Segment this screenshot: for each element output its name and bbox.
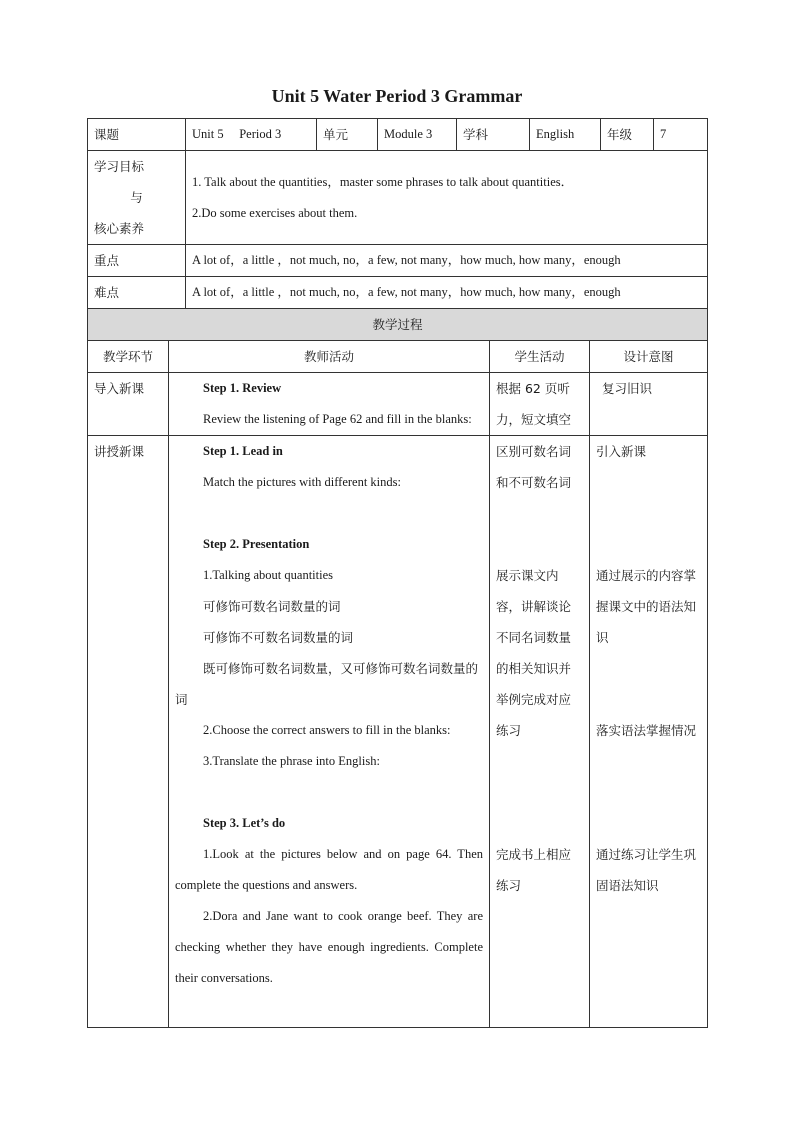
goals-label-3: 核心素养 (94, 221, 145, 236)
unit-value: Module 3 (378, 119, 457, 151)
process-header: 教学过程 (88, 309, 708, 341)
goals-label-cell (88, 151, 186, 245)
intent-review: 复习旧识 (590, 373, 708, 436)
presentation-line: 1.Talking about quantities (203, 568, 334, 582)
difficult-points-row (88, 277, 708, 309)
presentation-line: 可修饰可数名词数量的词 (203, 599, 341, 614)
student-new-lesson-cell (490, 436, 590, 1028)
presentation-line: 3.Translate the phrase into English: (203, 754, 380, 768)
difficult-value: A lot of，a little ，not much, no，a few, not many，how much, how many，enough (186, 277, 708, 309)
process-header-row (88, 309, 708, 341)
presentation-line: 可修饰不可数名词数量的词 (203, 630, 354, 645)
teacher-new-lesson-cell (169, 436, 490, 1028)
step-presentation-title: Step 2. Presentation (203, 537, 310, 551)
info-row (88, 119, 708, 151)
presentation-line: 既可修饰可数名词数量，又可修饰可数名词数量的词 (175, 661, 479, 707)
subject-label: 学科 (457, 119, 530, 151)
presentation-line: 2.Choose the correct answers to fill in the blanks: (203, 723, 451, 737)
unit-label: 单元 (317, 119, 378, 151)
step-letsdo-title: Step 3. Let’s do (203, 816, 286, 830)
key-points-row (88, 245, 708, 277)
topic-label: 课题 (88, 119, 186, 151)
col-teacher: 教师活动 (169, 341, 490, 373)
goal-2: 2.Do some exercises about them. (192, 205, 358, 220)
intent-2: 通过展示的内容掌握课文中的语法知识 (596, 568, 697, 645)
grade-value: 7 (654, 119, 708, 151)
goals-label-1: 学习目标 (94, 159, 145, 174)
difficult-label: 难点 (88, 277, 186, 309)
student-activity-2: 展示课文内容，讲解谈论不同名词数量的相关知识并举例完成对应练习 (496, 568, 572, 738)
stage-new-lesson: 讲授新课 (88, 436, 169, 1028)
teacher-review-cell (169, 373, 490, 436)
teaching-process-table (87, 308, 708, 1028)
intent-3: 落实语法掌握情况 (596, 723, 697, 738)
student-activity-3: 完成书上相应练习 (496, 847, 572, 893)
review-text: Review the listening of Page 62 and fill in the blanks: (203, 412, 472, 426)
letsdo-line: 1.Look at the pictures below and on page 64. Then complete the questions and answers. (175, 847, 483, 892)
intent-1: 引入新课 (596, 444, 647, 459)
goal-1: 1. Talk about the quantities，master some phrases to talk about quantities． (192, 174, 574, 189)
step-review-title: Step 1. Review (203, 381, 282, 395)
page-title: Unit 5 Water Period 3 Grammar (271, 86, 523, 106)
intent-4: 通过练习让学生巩固语法知识 (596, 847, 697, 893)
intent-new-lesson-cell (590, 436, 708, 1028)
stage-intro: 导入新课 (88, 373, 169, 436)
goals-cell (186, 151, 708, 245)
letsdo-line: 2.Dora and Jane want to cook orange beef. They are checking whether they have enough ingredients. Complete their conversations. (175, 909, 483, 985)
col-intent: 设计意图 (590, 341, 708, 373)
key-value: A lot of，a little ，not much, no，a few, not many，how much, how many，enough (186, 245, 708, 277)
key-label: 重点 (88, 245, 186, 277)
student-review: 根据 62 页听力，短文填空 (490, 373, 590, 436)
step-leadin-title: Step 1. Lead in (203, 444, 283, 458)
col-student: 学生活动 (490, 341, 590, 373)
new-lesson-row (88, 436, 708, 1028)
column-header-row (88, 341, 708, 373)
subject-value: English (530, 119, 601, 151)
goals-label-2: 与 (130, 190, 143, 205)
grade-label: 年级 (601, 119, 654, 151)
leadin-text: Match the pictures with different kinds: (203, 475, 401, 489)
student-activity-1: 区别可数名词和不可数名词 (496, 444, 572, 490)
goals-row (88, 151, 708, 245)
review-row (88, 373, 708, 436)
col-stage: 教学环节 (88, 341, 169, 373)
lesson-info-table (87, 118, 708, 309)
topic-value: Unit 5 Period 3 (186, 119, 317, 151)
